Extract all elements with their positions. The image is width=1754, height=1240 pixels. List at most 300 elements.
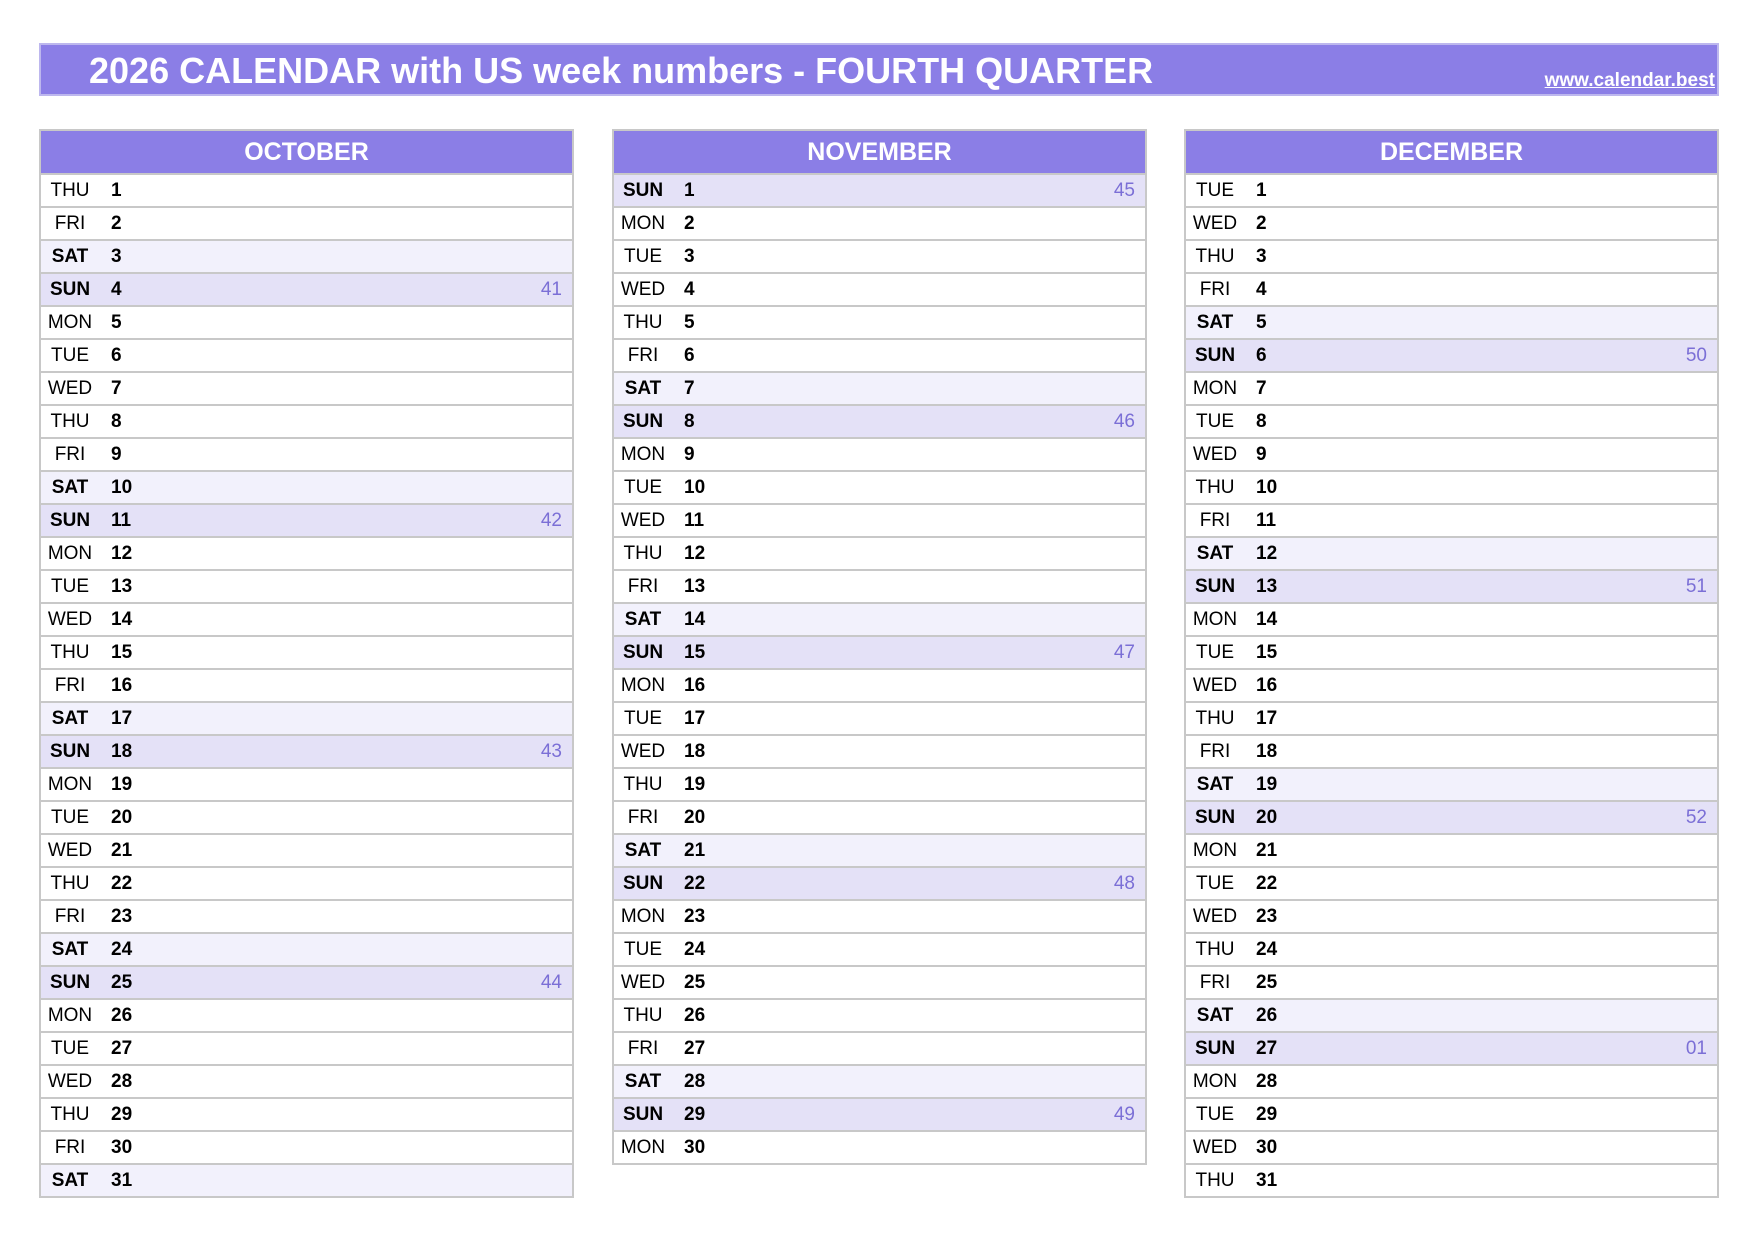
month-name: OCTOBER <box>41 131 572 175</box>
day-of-week: MON <box>620 906 666 927</box>
day-of-week: SUN <box>622 642 664 663</box>
day-row <box>614 1064 1145 1097</box>
day-of-week: SAT <box>51 246 89 267</box>
week-number: 43 <box>540 741 562 762</box>
day-row <box>41 602 572 635</box>
day-row <box>614 701 1145 734</box>
day-of-week: MON <box>620 1137 666 1158</box>
day-of-week: SUN <box>49 741 91 762</box>
day-of-week: TUE <box>1196 642 1234 663</box>
day-number: 29 <box>1256 1104 1278 1125</box>
week-number: 49 <box>1113 1104 1135 1125</box>
day-of-week: THU <box>623 1005 663 1026</box>
day-row <box>1186 503 1717 536</box>
day-row <box>1186 1097 1717 1130</box>
day-row <box>41 1064 572 1097</box>
day-of-week: TUE <box>1196 1104 1234 1125</box>
day-of-week: SUN <box>49 279 91 300</box>
day-of-week: THU <box>1195 939 1235 960</box>
month-name: NOVEMBER <box>614 131 1145 175</box>
day-number: 5 <box>111 312 122 333</box>
day-of-week: SUN <box>622 1104 664 1125</box>
page-header <box>39 43 1719 96</box>
day-of-week: SAT <box>51 1170 89 1191</box>
day-row <box>41 437 572 470</box>
day-row <box>1186 602 1717 635</box>
day-row <box>1186 175 1717 206</box>
day-number: 17 <box>111 708 133 729</box>
day-number: 22 <box>111 873 133 894</box>
day-number: 6 <box>111 345 122 366</box>
day-number: 10 <box>1256 477 1278 498</box>
day-row <box>1186 239 1717 272</box>
day-row <box>1186 569 1717 602</box>
day-of-week: THU <box>1195 477 1235 498</box>
day-of-week: MON <box>620 675 666 696</box>
day-of-week: SUN <box>49 972 91 993</box>
day-of-week: MON <box>1192 609 1238 630</box>
day-row <box>614 404 1145 437</box>
day-number: 11 <box>1256 510 1277 531</box>
day-row <box>1186 1064 1717 1097</box>
day-of-week: WED <box>1192 675 1238 696</box>
day-number: 29 <box>111 1104 133 1125</box>
week-number: 45 <box>1113 180 1135 201</box>
day-number: 25 <box>111 972 133 993</box>
day-row <box>1186 932 1717 965</box>
day-number: 5 <box>1256 312 1267 333</box>
day-number: 16 <box>684 675 706 696</box>
day-row <box>1186 272 1717 305</box>
day-row <box>1186 866 1717 899</box>
day-number: 13 <box>684 576 706 597</box>
day-of-week: MON <box>620 444 666 465</box>
day-row <box>614 899 1145 932</box>
day-row <box>41 899 572 932</box>
day-number: 8 <box>111 411 122 432</box>
day-number: 1 <box>1256 180 1267 201</box>
day-of-week: TUE <box>624 708 662 729</box>
day-of-week: FRI <box>627 1038 659 1059</box>
day-row <box>614 800 1145 833</box>
day-row <box>614 569 1145 602</box>
day-row <box>614 206 1145 239</box>
day-of-week: SAT <box>1196 1005 1234 1026</box>
day-row <box>41 371 572 404</box>
day-row <box>614 767 1145 800</box>
day-number: 14 <box>684 609 706 630</box>
day-of-week: TUE <box>51 807 89 828</box>
day-row <box>41 800 572 833</box>
day-row <box>41 1130 572 1163</box>
day-of-week: FRI <box>1199 741 1231 762</box>
day-row <box>614 602 1145 635</box>
day-number: 1 <box>684 180 695 201</box>
day-row <box>41 635 572 668</box>
day-number: 4 <box>684 279 695 300</box>
day-number: 2 <box>111 213 122 234</box>
day-of-week: SUN <box>622 411 664 432</box>
day-number: 21 <box>1256 840 1278 861</box>
day-of-week: SUN <box>622 873 664 894</box>
day-number: 12 <box>684 543 706 564</box>
day-row <box>41 404 572 437</box>
day-of-week: SUN <box>49 510 91 531</box>
day-of-week: THU <box>50 1104 90 1125</box>
day-row <box>614 635 1145 668</box>
week-number: 50 <box>1685 345 1707 366</box>
day-row <box>614 536 1145 569</box>
day-number: 7 <box>684 378 695 399</box>
day-number: 18 <box>684 741 706 762</box>
day-row <box>614 371 1145 404</box>
day-of-week: TUE <box>1196 873 1234 894</box>
day-of-week: SAT <box>624 1071 662 1092</box>
day-row <box>41 338 572 371</box>
day-list <box>41 175 572 1196</box>
day-row <box>614 470 1145 503</box>
day-of-week: SAT <box>624 609 662 630</box>
day-number: 7 <box>111 378 122 399</box>
day-row <box>41 932 572 965</box>
day-number: 25 <box>1256 972 1278 993</box>
day-number: 3 <box>684 246 695 267</box>
day-of-week: WED <box>1192 213 1238 234</box>
day-of-week: THU <box>623 774 663 795</box>
day-row <box>614 1097 1145 1130</box>
day-of-week: FRI <box>54 1137 86 1158</box>
day-number: 11 <box>111 510 132 531</box>
day-number: 15 <box>684 642 706 663</box>
site-link[interactable]: www.calendar.best <box>1544 70 1715 91</box>
day-number: 31 <box>1256 1170 1278 1191</box>
day-row <box>614 668 1145 701</box>
day-number: 13 <box>111 576 133 597</box>
day-row <box>41 569 572 602</box>
day-of-week: SUN <box>622 180 664 201</box>
week-number: 51 <box>1685 576 1707 597</box>
day-number: 26 <box>1256 1005 1278 1026</box>
day-of-week: THU <box>50 642 90 663</box>
day-row <box>614 866 1145 899</box>
day-of-week: FRI <box>54 675 86 696</box>
month-name: DECEMBER <box>1186 131 1717 175</box>
day-number: 21 <box>684 840 706 861</box>
day-of-week: TUE <box>624 246 662 267</box>
day-of-week: THU <box>623 543 663 564</box>
day-of-week: MON <box>47 774 93 795</box>
day-row <box>614 305 1145 338</box>
day-row <box>1186 371 1717 404</box>
day-row <box>614 833 1145 866</box>
day-row <box>1186 833 1717 866</box>
day-row <box>1186 1130 1717 1163</box>
day-of-week: TUE <box>51 1038 89 1059</box>
day-number: 4 <box>1256 279 1267 300</box>
day-of-week: THU <box>50 411 90 432</box>
day-of-week: TUE <box>51 345 89 366</box>
day-number: 28 <box>1256 1071 1278 1092</box>
day-of-week: FRI <box>627 345 659 366</box>
day-number: 30 <box>111 1137 133 1158</box>
day-of-week: THU <box>50 180 90 201</box>
day-of-week: MON <box>620 213 666 234</box>
day-number: 26 <box>684 1005 706 1026</box>
day-row <box>614 437 1145 470</box>
day-row <box>1186 404 1717 437</box>
day-of-week: SAT <box>624 840 662 861</box>
day-of-week: FRI <box>1199 510 1231 531</box>
day-number: 30 <box>684 1137 706 1158</box>
day-number: 26 <box>111 1005 133 1026</box>
day-row <box>614 503 1145 536</box>
day-number: 19 <box>1256 774 1278 795</box>
day-row <box>1186 1031 1717 1064</box>
day-row <box>1186 635 1717 668</box>
day-number: 2 <box>684 213 695 234</box>
day-number: 27 <box>1256 1038 1278 1059</box>
day-number: 27 <box>111 1038 133 1059</box>
day-of-week: MON <box>47 312 93 333</box>
day-list <box>1186 175 1717 1196</box>
day-of-week: SUN <box>1194 576 1236 597</box>
day-of-week: TUE <box>624 477 662 498</box>
day-of-week: WED <box>620 972 666 993</box>
day-number: 15 <box>111 642 133 663</box>
day-row <box>614 734 1145 767</box>
day-row <box>41 305 572 338</box>
day-row <box>1186 965 1717 998</box>
day-number: 12 <box>1256 543 1278 564</box>
day-number: 19 <box>684 774 706 795</box>
day-number: 6 <box>1256 345 1267 366</box>
day-row <box>614 175 1145 206</box>
day-row <box>41 734 572 767</box>
day-row <box>41 701 572 734</box>
day-of-week: TUE <box>1196 411 1234 432</box>
day-row <box>614 1031 1145 1064</box>
day-of-week: WED <box>47 378 93 399</box>
day-of-week: SAT <box>1196 543 1234 564</box>
day-number: 20 <box>684 807 706 828</box>
day-number: 31 <box>111 1170 133 1191</box>
week-number: 41 <box>540 279 562 300</box>
day-of-week: SAT <box>51 708 89 729</box>
page-title: 2026 CALENDAR with US week numbers - FOURTH QUARTER <box>89 50 1154 91</box>
week-number: 47 <box>1113 642 1135 663</box>
day-of-week: THU <box>1195 708 1235 729</box>
day-number: 18 <box>111 741 133 762</box>
week-number: 48 <box>1113 873 1135 894</box>
day-number: 20 <box>1256 807 1278 828</box>
day-number: 28 <box>684 1071 706 1092</box>
day-number: 1 <box>111 180 122 201</box>
week-number: 01 <box>1685 1038 1707 1059</box>
day-of-week: WED <box>47 840 93 861</box>
week-number: 46 <box>1113 411 1135 432</box>
day-of-week: THU <box>1195 246 1235 267</box>
day-of-week: SUN <box>1194 345 1236 366</box>
day-row <box>614 965 1145 998</box>
day-of-week: SAT <box>51 477 89 498</box>
day-number: 10 <box>684 477 706 498</box>
day-number: 20 <box>111 807 133 828</box>
month-october <box>39 129 574 1198</box>
day-of-week: FRI <box>54 906 86 927</box>
day-row <box>41 470 572 503</box>
day-number: 4 <box>111 279 122 300</box>
day-row <box>1186 767 1717 800</box>
day-row <box>1186 1163 1717 1196</box>
day-of-week: THU <box>623 312 663 333</box>
day-row <box>614 338 1145 371</box>
day-row <box>1186 305 1717 338</box>
day-row <box>41 239 572 272</box>
day-number: 24 <box>684 939 706 960</box>
day-row <box>614 272 1145 305</box>
day-of-week: FRI <box>54 444 86 465</box>
day-of-week: THU <box>1195 1170 1235 1191</box>
day-number: 15 <box>1256 642 1278 663</box>
week-number: 44 <box>540 972 562 993</box>
day-of-week: THU <box>50 873 90 894</box>
day-number: 22 <box>684 873 706 894</box>
day-of-week: WED <box>47 609 93 630</box>
day-number: 18 <box>1256 741 1278 762</box>
day-of-week: TUE <box>1196 180 1234 201</box>
day-of-week: MON <box>47 543 93 564</box>
day-row <box>41 1097 572 1130</box>
day-of-week: FRI <box>1199 279 1231 300</box>
day-row <box>41 272 572 305</box>
day-of-week: SUN <box>1194 1038 1236 1059</box>
day-number: 8 <box>684 411 695 432</box>
day-row <box>41 998 572 1031</box>
day-of-week: WED <box>1192 444 1238 465</box>
day-number: 16 <box>1256 675 1278 696</box>
day-row <box>1186 437 1717 470</box>
day-row <box>1186 701 1717 734</box>
day-number: 6 <box>684 345 695 366</box>
day-of-week: SUN <box>1194 807 1236 828</box>
day-row <box>614 1130 1145 1163</box>
day-number: 17 <box>1256 708 1278 729</box>
day-number: 14 <box>1256 609 1278 630</box>
day-of-week: SAT <box>624 378 662 399</box>
day-row <box>614 932 1145 965</box>
day-of-week: SAT <box>51 939 89 960</box>
day-row <box>41 1163 572 1196</box>
day-number: 24 <box>111 939 133 960</box>
day-number: 14 <box>111 609 133 630</box>
day-row <box>41 668 572 701</box>
day-number: 12 <box>111 543 133 564</box>
day-number: 24 <box>1256 939 1278 960</box>
day-of-week: TUE <box>624 939 662 960</box>
day-row <box>1186 800 1717 833</box>
day-number: 27 <box>684 1038 706 1059</box>
day-row <box>1186 899 1717 932</box>
day-number: 3 <box>1256 246 1267 267</box>
day-number: 13 <box>1256 576 1278 597</box>
day-row <box>1186 338 1717 371</box>
day-row <box>41 767 572 800</box>
day-number: 19 <box>111 774 133 795</box>
day-number: 2 <box>1256 213 1267 234</box>
day-number: 9 <box>111 444 122 465</box>
day-number: 8 <box>1256 411 1267 432</box>
day-row <box>1186 734 1717 767</box>
day-of-week: SAT <box>1196 774 1234 795</box>
day-of-week: TUE <box>51 576 89 597</box>
day-row <box>1186 668 1717 701</box>
month-november <box>612 129 1147 1165</box>
day-number: 25 <box>684 972 706 993</box>
day-of-week: WED <box>1192 1137 1238 1158</box>
day-row <box>41 206 572 239</box>
day-row <box>1186 206 1717 239</box>
day-row <box>1186 470 1717 503</box>
day-of-week: MON <box>47 1005 93 1026</box>
day-of-week: MON <box>1192 840 1238 861</box>
day-of-week: MON <box>1192 1071 1238 1092</box>
day-of-week: WED <box>1192 906 1238 927</box>
day-row <box>41 175 572 206</box>
day-number: 9 <box>684 444 695 465</box>
day-number: 29 <box>684 1104 706 1125</box>
day-number: 16 <box>111 675 133 696</box>
day-number: 28 <box>111 1071 133 1092</box>
day-row <box>41 965 572 998</box>
day-row <box>41 833 572 866</box>
day-row <box>41 536 572 569</box>
day-number: 7 <box>1256 378 1267 399</box>
day-number: 22 <box>1256 873 1278 894</box>
day-of-week: WED <box>620 741 666 762</box>
day-of-week: SAT <box>1196 312 1234 333</box>
day-of-week: FRI <box>627 807 659 828</box>
day-of-week: FRI <box>54 213 86 234</box>
day-number: 10 <box>111 477 133 498</box>
day-row <box>41 1031 572 1064</box>
day-number: 21 <box>111 840 133 861</box>
day-row <box>41 503 572 536</box>
day-of-week: WED <box>620 510 666 531</box>
day-row <box>41 866 572 899</box>
day-row <box>614 998 1145 1031</box>
day-row <box>1186 998 1717 1031</box>
day-number: 3 <box>111 246 122 267</box>
day-list <box>614 175 1145 1163</box>
month-december <box>1184 129 1719 1198</box>
week-number: 52 <box>1685 807 1707 828</box>
day-of-week: FRI <box>627 576 659 597</box>
day-number: 5 <box>684 312 695 333</box>
day-row <box>1186 536 1717 569</box>
day-number: 9 <box>1256 444 1267 465</box>
day-number: 23 <box>111 906 133 927</box>
day-number: 11 <box>684 510 705 531</box>
day-of-week: WED <box>620 279 666 300</box>
day-number: 23 <box>684 906 706 927</box>
day-of-week: WED <box>47 1071 93 1092</box>
day-of-week: FRI <box>1199 972 1231 993</box>
day-of-week: MON <box>1192 378 1238 399</box>
day-number: 17 <box>684 708 706 729</box>
day-number: 23 <box>1256 906 1278 927</box>
day-number: 30 <box>1256 1137 1278 1158</box>
day-row <box>614 239 1145 272</box>
